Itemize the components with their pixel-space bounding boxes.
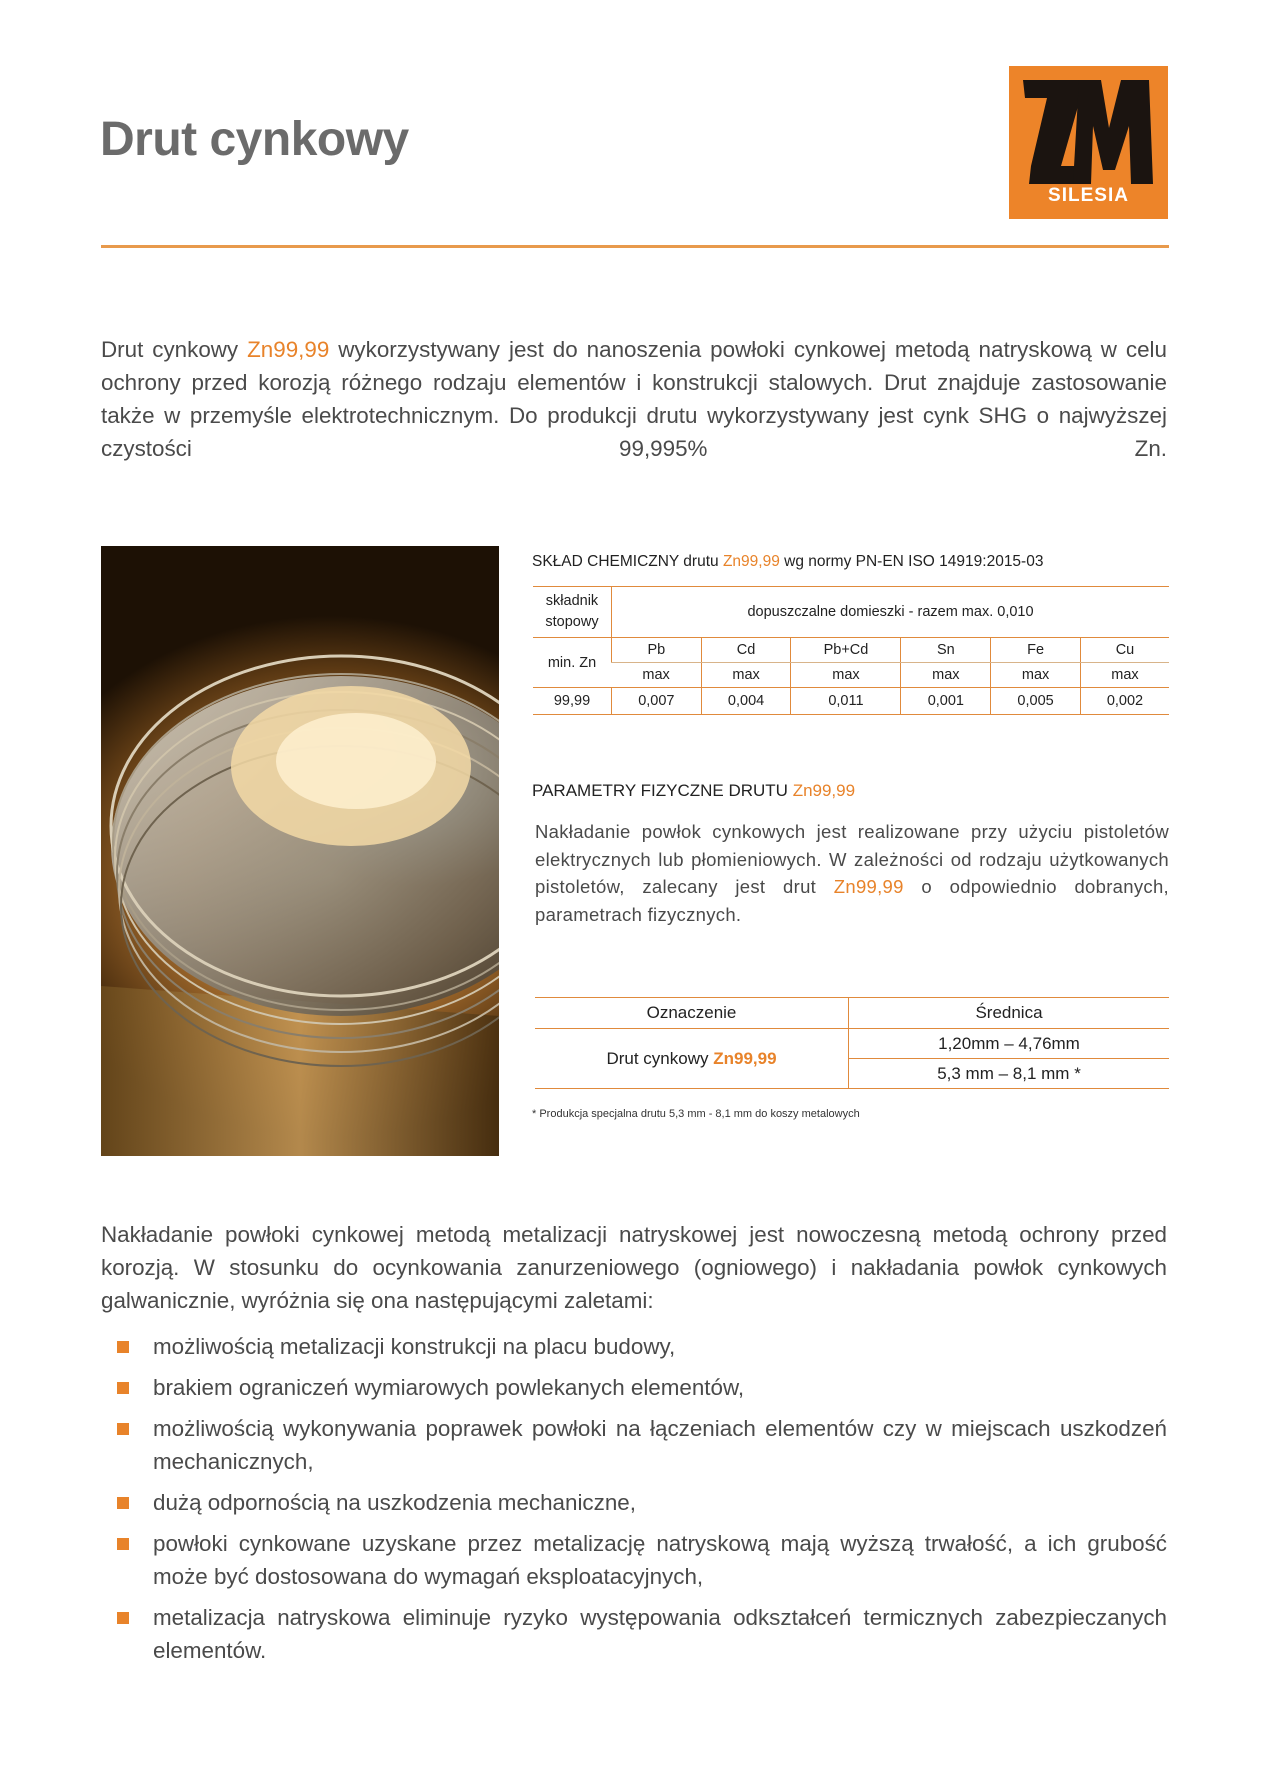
advantage-text: możliwością wykonywania poprawek powłoki na łączeniach elementów czy w miejscach uszkodzeń mechanicznych, — [153, 1416, 1167, 1474]
intro-text-start: Drut cynkowy — [101, 337, 248, 362]
value-pb-cd: 0,011 — [791, 688, 901, 715]
list-item — [101, 1330, 1167, 1363]
element-pb-cd: Pb+Cd — [791, 638, 901, 663]
max-label: max — [701, 663, 791, 688]
chemical-composition-table — [533, 586, 1169, 715]
intro-text-end: wykorzystywany jest do nanoszenia powłoki cynkowej metodą natryskową w celu ochrony przed korozją różnego rodzaju elementów i konstrukcji stalowych. Drut znajduje zastosowanie także w przemyśle elektrotechnicznym. Do produkcji drutu wykorzystywany jest cynk SHG o najwyższej czystości 99,995% Zn. — [101, 337, 1167, 461]
col-diameter: Średnica — [849, 998, 1170, 1029]
max-label: max — [1080, 663, 1169, 688]
list-item — [101, 1371, 1167, 1404]
element-cd: Cd — [701, 638, 791, 663]
zn-min-value: 99,99 — [533, 688, 612, 715]
chemical-composition-title — [532, 553, 1043, 571]
header-divider — [101, 245, 1169, 248]
advantage-text: możliwością metalizacji konstrukcji na placu budowy, — [153, 1334, 676, 1359]
wire-coil-image — [101, 546, 499, 1156]
max-label: max — [901, 663, 991, 688]
header-alloy-component: składnik stopowy — [533, 587, 612, 638]
advantage-text: brakiem ograniczeń wymiarowych powlekanych elementów, — [153, 1375, 745, 1400]
square-bullet-icon — [117, 1497, 129, 1509]
list-item — [101, 1486, 1167, 1519]
max-label: max — [612, 663, 702, 688]
page-title: Drut cynkowy — [100, 113, 409, 166]
value-fe: 0,005 — [991, 688, 1081, 715]
list-item — [101, 1601, 1167, 1667]
value-pb: 0,007 — [612, 688, 702, 715]
product-grade: Zn99,99 — [713, 1048, 777, 1068]
chemical-title-start: SKŁAD CHEMICZNY drutu — [532, 553, 723, 570]
value-cu: 0,002 — [1080, 688, 1169, 715]
value-sn: 0,001 — [901, 688, 991, 715]
chemical-title-grade: Zn99,99 — [722, 553, 780, 570]
col-designation: Oznaczenie — [535, 998, 849, 1029]
element-pb: Pb — [612, 638, 702, 663]
square-bullet-icon — [117, 1612, 129, 1624]
advantage-text: powłoki cynkowane uzyskane przez metalizację natryskową mają wyższą trwałość, a ich grubość może być dostosowana do wymagań eksploatacyjnych, — [153, 1531, 1167, 1589]
wire-coil-photo — [101, 546, 499, 1156]
diameter-range-1: 1,20mm – 4,76mm — [849, 1029, 1170, 1059]
element-fe: Fe — [991, 638, 1081, 663]
physical-title-start: PARAMETRY FIZYCZNE DRUTU — [532, 781, 793, 800]
physical-parameters-title — [532, 781, 855, 801]
footnote-marker: * — [1074, 1063, 1081, 1083]
product-name: Drut cynkowy — [606, 1048, 714, 1068]
diameter-range-2: 5,3 mm – 8,1 mm — [937, 1063, 1070, 1083]
list-item — [101, 1527, 1167, 1593]
max-label: max — [791, 663, 901, 688]
advantages-intro: Nakładanie powłoki cynkowej metodą metalizacji natryskowej jest nowoczesną metodą ochrony przed korozją. W stosunku do ocynkowania zanurzeniowego (ogniowego) i nakładania powłok cynkowych galwanicznie, wyróżnia się ona następującymi zaletami: — [101, 1222, 1167, 1313]
intro-paragraph — [101, 333, 1167, 465]
advantage-text: dużą odpornością na uszkodzenia mechaniczne, — [153, 1490, 636, 1515]
product-name-cell — [535, 1029, 849, 1089]
element-sn: Sn — [901, 638, 991, 663]
min-zn-label: min. Zn — [533, 638, 612, 688]
value-cd: 0,004 — [701, 688, 791, 715]
logo-text: SILESIA — [1048, 185, 1129, 206]
header-impurities: dopuszczalne domieszki - razem max. 0,010 — [612, 587, 1170, 638]
element-cu: Cu — [1080, 638, 1169, 663]
diameter-range-2-cell — [849, 1059, 1170, 1089]
physical-parameters-text — [535, 818, 1169, 928]
square-bullet-icon — [117, 1538, 129, 1550]
advantages-list — [101, 1330, 1167, 1675]
footnote: * Produkcja specjalna drutu 5,3 mm - 8,1 mm do koszy metalowych — [532, 1108, 860, 1120]
list-item — [101, 1412, 1167, 1478]
square-bullet-icon — [117, 1382, 129, 1394]
advantage-text: metalizacja natryskowa eliminuje ryzyko występowania odkształceń termicznych zabezpieczanych elementów. — [153, 1605, 1167, 1663]
square-bullet-icon — [117, 1341, 129, 1353]
zn-grade-highlight: Zn99,99 — [247, 337, 330, 362]
physical-text-start: Nakładanie powłok cynkowych jest realizowane przy użyciu pistoletów elektrycznych lub płomieniowych. W zależności od rodzaju użytkowanych pistoletów, zalecany jest drut — [535, 821, 1169, 897]
max-label: max — [991, 663, 1081, 688]
physical-text-grade: Zn99,99 — [833, 876, 904, 897]
chemical-title-end: wg normy PN-EN ISO 14919:2015-03 — [779, 553, 1044, 570]
physical-text-end: o odpowiednio dobranych, parametrach fizycznych. — [535, 876, 1169, 925]
zm-silesia-logo — [1009, 66, 1168, 219]
dimensions-table — [535, 997, 1169, 1089]
square-bullet-icon — [117, 1423, 129, 1435]
physical-title-grade: Zn99,99 — [792, 781, 856, 800]
